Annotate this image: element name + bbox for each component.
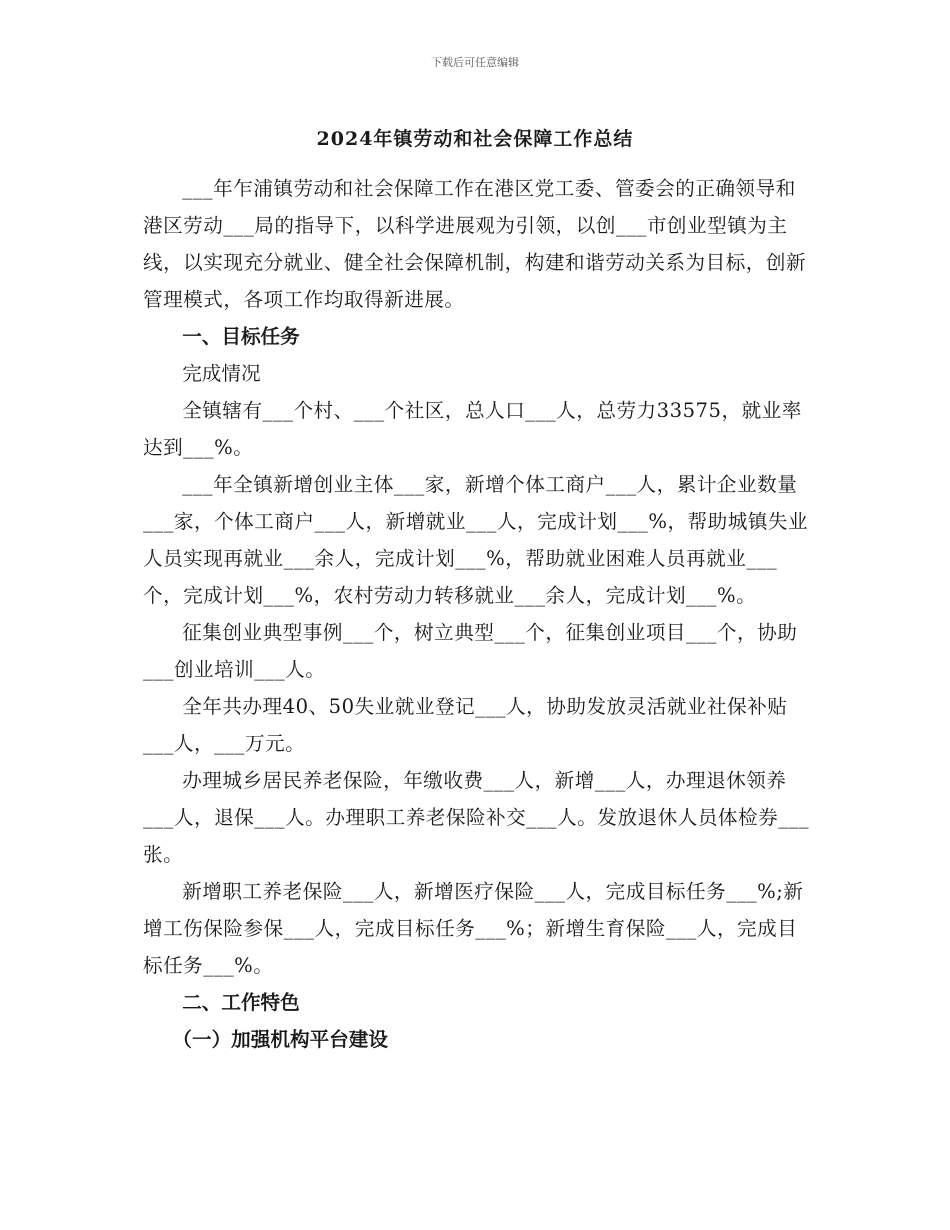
paragraph-pension: 办理城乡居民养老保险，年缴收费___人，新增___人，办理退休领养___人，退保___人。办理职工养老保险补交___人。发放退休人员体检券___张。 [143, 769, 810, 866]
subsection-heading-platform: （一）加强机构平台建设 [172, 1028, 388, 1051]
paragraph-population: 全镇辖有___个村、___个社区，总人口___人，总劳力33575，就业率达到___%。 [143, 399, 802, 459]
section-heading-goals: 一、目标任务 [182, 325, 300, 348]
paragraph-entrepreneurship: 征集创业典型事例___个，树立典型___个，征集创业项目___个，协助___创业培训___人。 [143, 621, 798, 681]
subsection-label-completion: 完成情况 [182, 362, 261, 385]
intro-paragraph: ___年乍浦镇劳动和社会保障工作在港区党工委、管委会的正确领导和港区劳动___局的指导下，以科学进展观为引领，以创___市创业型镇为主线，以实现充分就业、健全社会保障机制，构建和谐劳动关系为目标，创新管理模式，各项工作均取得新进展。 [143, 177, 807, 311]
page-header-note: 下载后可任意编辑 [431, 56, 519, 69]
document-body [143, 170, 811, 1058]
paragraph-registration: 全年共办理40、50失业就业登记___人，协助发放灵活就业社保补贴___人，___万元。 [143, 695, 788, 755]
paragraph-employment: ___年全镇新增创业主体___家，新增个体工商户___人，累计企业数量___家，个体工商户___人，新增就业___人，完成计划___%，帮助城镇失业人员实现再就业___余人，完成计划___%，帮助就业困难人员再就业___个，完成计划___%，农村劳动力转移就业___余人，完成计划___%。 [143, 473, 809, 607]
section-heading-features: 二、工作特色 [182, 991, 300, 1014]
paragraph-insurance: 新增职工养老保险___人，新增医疗保险___人，完成目标任务___%;新增工伤保险参保___人，完成目标任务___%；新增生育保险___人，完成目标任务___%。 [143, 880, 804, 977]
document-title: 2024年镇劳动和社会保障工作总结 [316, 128, 634, 150]
